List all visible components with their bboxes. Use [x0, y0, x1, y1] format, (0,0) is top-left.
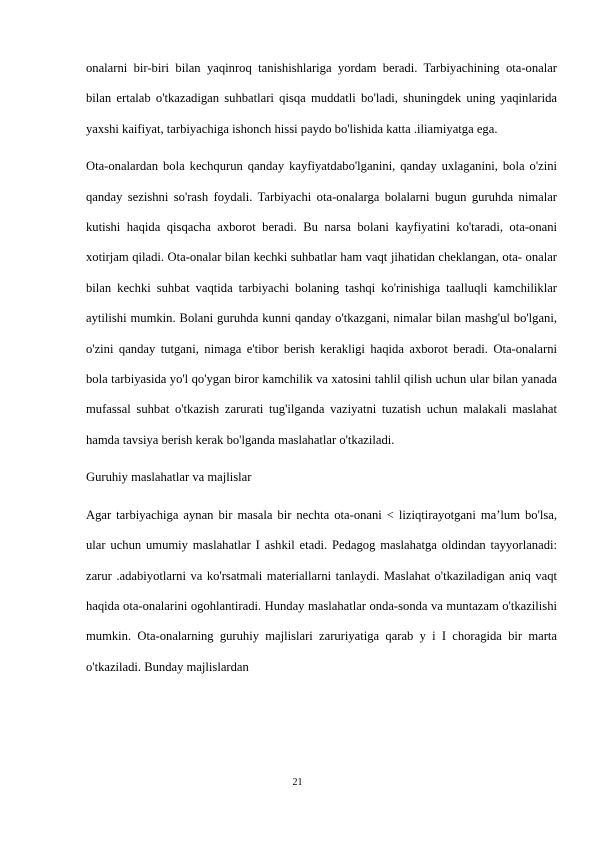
paragraph-2: Ota-onalardan bola kechqurun qanday kayfiyatdabo'lganini, qanday uxlaganini, bola o'zini qanday sezishni so'rash foydali. Tarbiyachi ota-onalarga bolalarni bugun guruhda nimalar kutishi haqida qisqacha axborot beradi. Bu narsa bolani kayfiyatini ko'taradi, ota-onani xotirjam qiladi. Ota-onalar bilan kechki suhbatlar ham vaqt jihatidan cheklangan, ota- onalar bilan kechki suhbat vaqtida tarbiyachi bolaning tashqi ko'rinishiga taalluqli kamchiliklar aytilishi mumkin. Bolani guruhda kunni qanday o'tkazgani, nimalar bilan mashg'ul bo'lgani, o'zini qanday tutgani, nimaga e'tibor berish kerakligi haqida axborot beradi. Ota-onalarni bola tarbiyasida yo'l qo'ygan biror kamchilik va xatosini tahlil qilish uchun ular bilan yanada mufassal suhbat o'tkazish zarurati tug'ilganda vaziyatni tuzatish uchun malakali maslahat hamda tavsiya berish kerak bo'lganda maslahatlar o'tkaziladi. — [86, 159, 557, 447]
page-number: 21 — [292, 777, 303, 788]
document-body — [86, 53, 557, 689]
section-heading: Guruhiy maslahatlar va majlislar — [86, 470, 252, 485]
paragraph-3: Agar tarbiyachiga aynan bir masala bir nechta ota-onani < liziqtirayotgani ma’lum bo'lsa, ular uchun umumiy maslahatlar I ashkil etadi. Pedagog maslahatga oldindan tayyorlanadi: zarur .adabiyotlarni va ko'rsatmali materiallarni tanlaydi. Maslahat o'tkaziladigan aniq vaqt haqida ota-onalarini ogohlantiradi. Hunday maslahatlar onda-sonda va muntazam o'tkazilishi mumkin. Ota-onalarning guruhiy majlislari zaruriyatiga qarab y i I choragida bir marta o'tkaziladi. Bunday majlislardan — [86, 507, 557, 674]
paragraph-1: onalarni bir-biri bilan yaqinroq tanishishlariga yordam beradi. Tarbiyachining ota-onalar bilan ertalab o'tkazadigan suhbatlari qisqa muddatli bo'ladi, shuningdek uning yaqinlarida yaxshi kaifiyat, tarbiyachiga ishonch hissi paydo bo'lishida katta .iliamiyatga ega. — [86, 61, 557, 136]
